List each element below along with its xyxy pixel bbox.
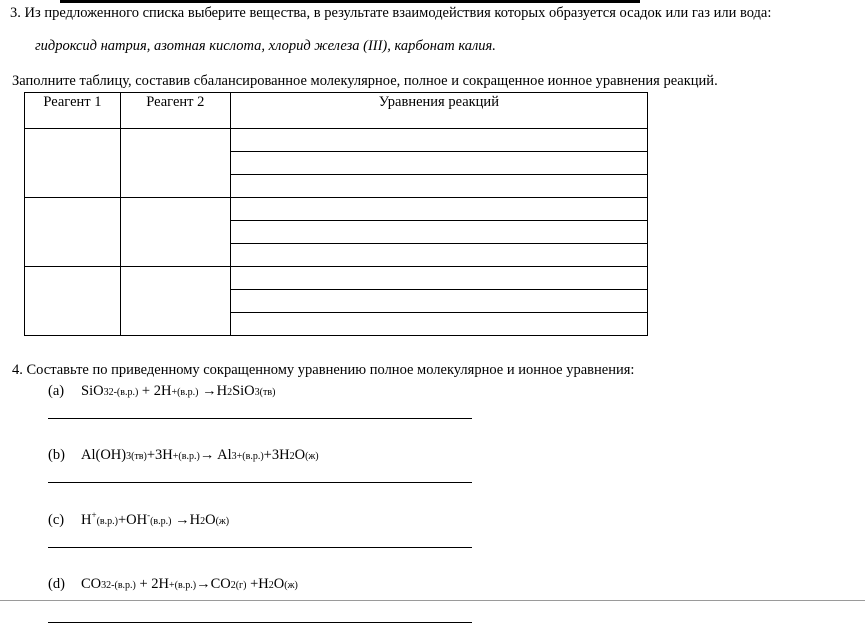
equation-cell[interactable] (230, 198, 647, 221)
task3-instruction: Заполните таблицу, составив сбалансированное молекулярное, полное и сокращенное ионное уравнения реакций. (12, 73, 718, 89)
answer-line-c[interactable] (48, 547, 472, 548)
header-reagent-2: Реагент 2 (120, 93, 230, 129)
item-b-equation: Al(OH)3(тв)+3H+(в.р.)→ Al3+(в.р.)+3H2O(ж) (81, 447, 319, 463)
reagent-2-cell[interactable] (120, 267, 230, 336)
task3-heading: 3. Из предложенного списка выберите вещества, в результате взаимодействия которых образуется осадок или газ или вода: (10, 5, 772, 21)
page-divider (0, 600, 865, 601)
table-row (25, 267, 648, 290)
answer-line-a[interactable] (48, 418, 472, 419)
reactions-table (24, 92, 648, 336)
item-a-label: (a) (48, 383, 65, 399)
table-header-row (25, 93, 648, 129)
answer-line-b[interactable] (48, 482, 472, 483)
task3-substances: гидроксид натрия, азотная кислота, хлорид железа (III), карбонат калия. (35, 38, 496, 54)
equation-cell[interactable] (230, 313, 647, 336)
reagent-1-cell[interactable] (25, 198, 121, 267)
equation-cell[interactable] (230, 129, 647, 152)
item-c-label: (c) (48, 512, 65, 528)
equation-cell[interactable] (230, 221, 647, 244)
header-equations: Уравнения реакций (230, 93, 647, 129)
equation-cell[interactable] (230, 152, 647, 175)
equation-cell[interactable] (230, 244, 647, 267)
table-row (25, 198, 648, 221)
top-border-line (60, 0, 640, 3)
equation-cell[interactable] (230, 175, 647, 198)
header-reagent-1: Реагент 1 (25, 93, 121, 129)
item-c-equation: H+(в.р.)+OH-(в.р.) →H2O(ж) (81, 510, 230, 528)
table-row (25, 129, 648, 152)
task4-heading: 4. Составьте по приведенному сокращенному уравнению полное молекулярное и ионное уравнения: (12, 362, 635, 378)
reagent-1-cell[interactable] (25, 267, 121, 336)
item-b-label: (b) (48, 447, 65, 463)
answer-line-d[interactable] (48, 622, 472, 623)
reagent-2-cell[interactable] (120, 129, 230, 198)
item-d-equation: CO32-(в.р.) + 2H+(в.р.)→CO2(г) +H2O(ж) (81, 576, 298, 592)
item-a-equation: SiO32-(в.р.) + 2H+(в.р.) →H2SiO3(тв) (81, 383, 276, 399)
reagent-2-cell[interactable] (120, 198, 230, 267)
item-d-label: (d) (48, 576, 65, 592)
equation-cell[interactable] (230, 290, 647, 313)
equation-cell[interactable] (230, 267, 647, 290)
reagent-1-cell[interactable] (25, 129, 121, 198)
